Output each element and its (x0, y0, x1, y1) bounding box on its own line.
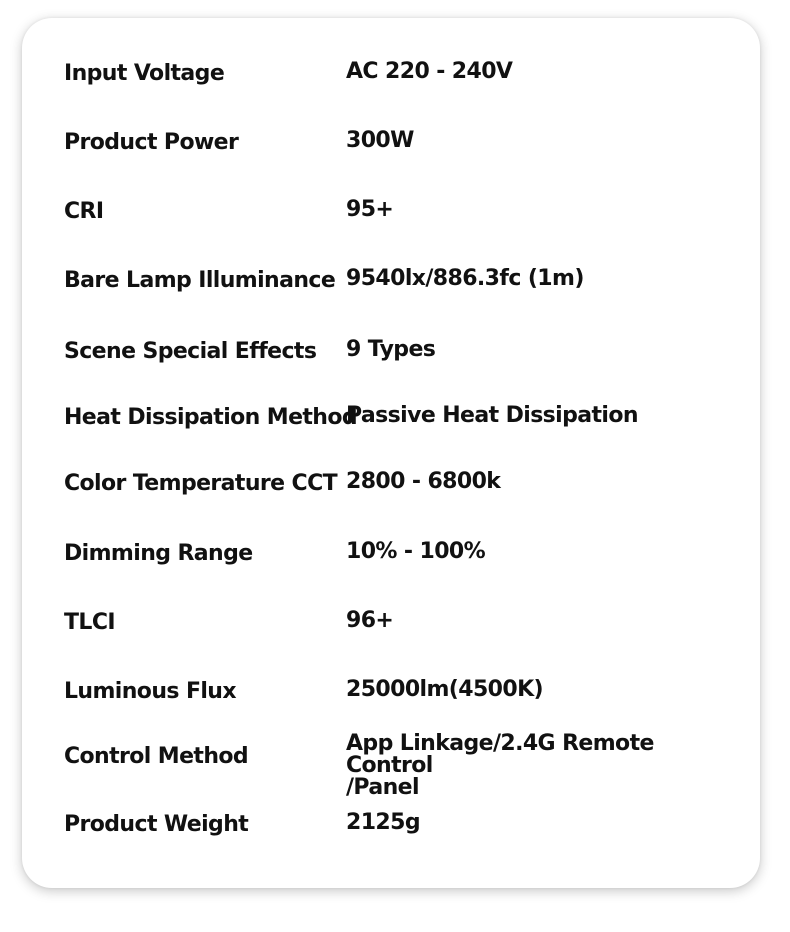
spec-value: AC 220 - 240V (346, 59, 513, 84)
spec-value: 9 Types (346, 337, 436, 362)
spec-value: 95+ (346, 197, 394, 222)
spec-value: 9540lx/886.3fc (1m) (346, 266, 584, 291)
spec-label: Dimming Range (64, 541, 253, 566)
spec-label: Control Method (64, 744, 249, 769)
spec-label: Bare Lamp Illuminance (64, 268, 336, 293)
spec-label: Product Weight (64, 812, 249, 837)
spec-label: Luminous Flux (64, 679, 236, 704)
spec-label: TLCI (64, 610, 115, 635)
spec-value: Passive Heat Dissipation (346, 403, 638, 428)
spec-label: Scene Special Effects (64, 339, 317, 364)
spec-value: App Linkage/2.4G Remote Control /Panel (346, 731, 654, 800)
spec-value: 10% - 100% (346, 539, 486, 564)
spec-value: 96+ (346, 608, 394, 633)
spec-label: Color Temperature CCT (64, 471, 338, 496)
spec-value: 2800 - 6800k (346, 469, 501, 494)
spec-label: CRI (64, 199, 104, 224)
spec-label: Input Voltage (64, 61, 225, 86)
spec-value: 25000lm(4500K) (346, 677, 543, 702)
spec-card (22, 18, 760, 888)
spec-label: Heat Dissipation Method (64, 405, 358, 430)
spec-value: 300W (346, 128, 414, 153)
spec-label: Product Power (64, 130, 239, 155)
spec-value: 2125g (346, 810, 420, 835)
